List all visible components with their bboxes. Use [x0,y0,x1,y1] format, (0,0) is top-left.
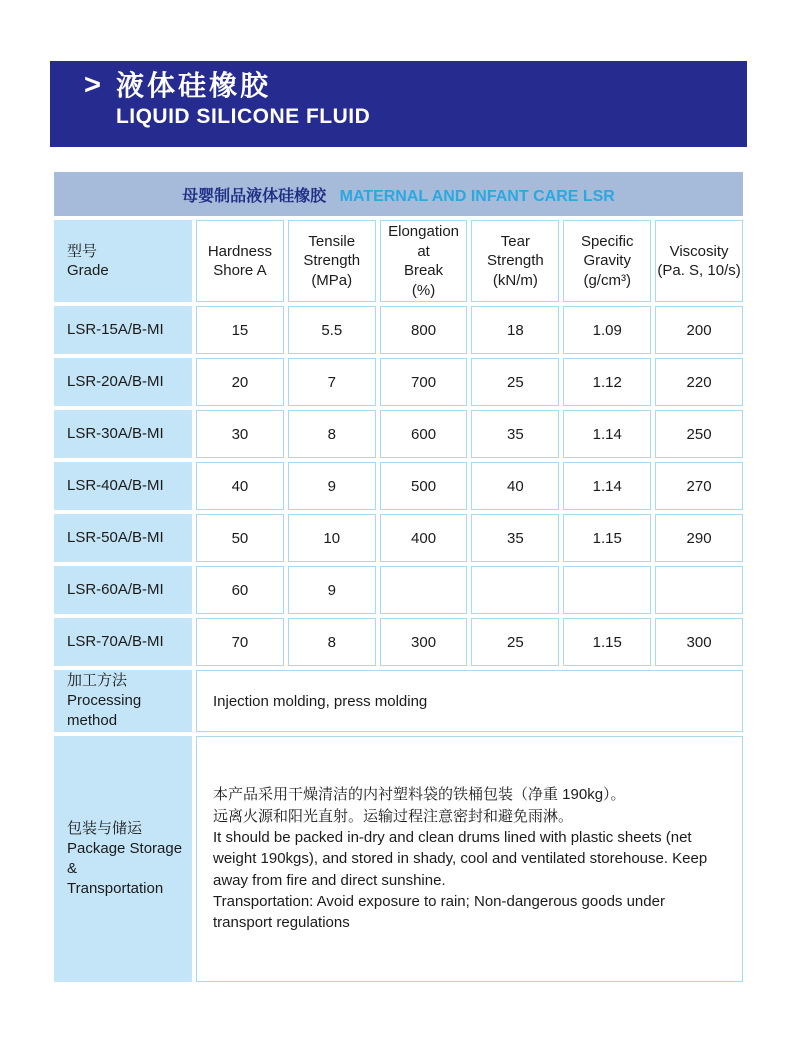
column-header-elongation [380,220,468,302]
header-line: Specific [580,232,634,250]
banner-title-zh: 液体硅橡胶 [115,70,271,101]
value-cell: 40 [196,462,284,510]
value-cell: 8 [288,410,376,458]
header-line: 型号 [67,242,98,260]
label-line-en: Transportation [67,880,164,898]
header-row [54,220,743,302]
banner-content [50,61,747,129]
table-title-band [54,172,743,216]
package-storage-row [54,736,743,982]
table-row [54,306,743,354]
processing-method-label [54,670,192,732]
table-row [54,566,743,614]
grade-cell: LSR-70A/B-MI [54,618,192,666]
header-line: (g/cm³) [583,271,631,289]
value-cell: 8 [288,618,376,666]
table-title-zh: 母婴制品液体硅橡胶 [182,187,327,205]
table-title-en: MATERNAL AND INFANT CARE LSR [339,187,615,205]
value-cell: 15 [196,306,284,354]
grade-cell: LSR-60A/B-MI [54,566,192,614]
value-cell: 70 [196,618,284,666]
label-line-en: Processing method [67,691,142,730]
processing-method-row [54,670,743,732]
value-cell [655,566,743,614]
value-cell: 50 [196,514,284,562]
chevron-right-icon: > [84,69,101,101]
value-cell: 1.12 [563,358,651,406]
package-text-en-1: It should be packed in-dry and clean drums lined with plastic sheets (net weight 190kgs), and stored in shady, cool and ventilated storehouse. Keep away from fire and direct sunshine. [213,829,708,889]
column-header-grade [54,220,192,302]
label-line-zh: 加工方法 [67,671,128,689]
header-line: Strength [303,252,361,270]
column-header-specific-gravity [563,220,651,302]
column-header-hardness [196,220,284,302]
header-line: Gravity [583,252,631,270]
value-cell: 7 [288,358,376,406]
value-cell [563,566,651,614]
table-row [54,514,743,562]
value-cell: 500 [380,462,468,510]
value-cell: 9 [288,566,376,614]
package-text-zh-1: 本产品采用干燥清洁的内衬塑料袋的铁桶包装（净重 190kg）。 [213,786,626,804]
page-banner [50,61,747,147]
package-text-zh-2: 远离火源和阳光直射。运输过程注意密封和避免雨淋。 [213,807,574,825]
header-line: (MPa) [311,271,353,289]
table-row [54,358,743,406]
banner-title-en: LIQUID SILICONE FLUID [115,105,371,129]
header-line: Shore A [213,262,267,279]
label-line-en: Package Storage & [67,839,183,877]
value-cell: 5.5 [288,306,376,354]
grade-cell: LSR-15A/B-MI [54,306,192,354]
label-line-zh: 包装与储运 [67,819,143,837]
header-line: Tensile [308,232,356,250]
value-cell: 25 [471,618,559,666]
value-cell: 700 [380,358,468,406]
grade-cell: LSR-30A/B-MI [54,410,192,458]
header-line: Break [403,262,444,279]
value-cell: 300 [655,618,743,666]
grade-cell: LSR-40A/B-MI [54,462,192,510]
value-cell: 300 [380,618,468,666]
value-cell: 250 [655,410,743,458]
column-header-viscosity [655,220,743,302]
processing-method-value: Injection molding, press molding [196,670,743,732]
value-cell: 35 [471,410,559,458]
header-line: (Pa. S, 10/s) [657,262,741,279]
table-row [54,410,743,458]
header-line: (%) [411,281,436,299]
table-row [54,618,743,666]
column-header-tensile-strength [288,220,376,302]
header-line: Hardness [207,242,273,260]
value-cell: 290 [655,514,743,562]
value-cell: 1.15 [563,514,651,562]
header-line: (kN/m) [492,271,538,289]
package-storage-label [54,736,192,982]
spec-table [50,168,747,986]
value-cell: 9 [288,462,376,510]
column-header-tear-strength [471,220,559,302]
table-row [54,462,743,510]
header-line: Tear [500,232,530,250]
value-cell [380,566,468,614]
value-cell: 1.09 [563,306,651,354]
value-cell: 1.14 [563,410,651,458]
value-cell: 270 [655,462,743,510]
value-cell: 200 [655,306,743,354]
value-cell: 20 [196,358,284,406]
value-cell: 10 [288,514,376,562]
value-cell: 40 [471,462,559,510]
value-cell: 600 [380,410,468,458]
value-cell: 400 [380,514,468,562]
value-cell: 220 [655,358,743,406]
header-line: Strength [487,252,544,270]
package-storage-value [196,736,743,982]
header-line: Elongation at [388,223,460,260]
package-text-en-2: Transportation: Avoid exposure to rain; Non-dangerous goods under transport regulations [213,892,665,932]
value-cell: 800 [380,306,468,354]
spec-table-container [50,168,747,986]
header-line: Viscosity [669,242,729,260]
value-cell: 30 [196,410,284,458]
value-cell: 35 [471,514,559,562]
grade-cell: LSR-20A/B-MI [54,358,192,406]
table-title-row [54,172,743,216]
value-cell: 60 [196,566,284,614]
value-cell: 1.15 [563,618,651,666]
value-cell: 25 [471,358,559,406]
grade-cell: LSR-50A/B-MI [54,514,192,562]
value-cell: 18 [471,306,559,354]
value-cell [471,566,559,614]
banner-titles [116,70,370,129]
value-cell: 1.14 [563,462,651,510]
header-line: Grade [67,262,109,279]
